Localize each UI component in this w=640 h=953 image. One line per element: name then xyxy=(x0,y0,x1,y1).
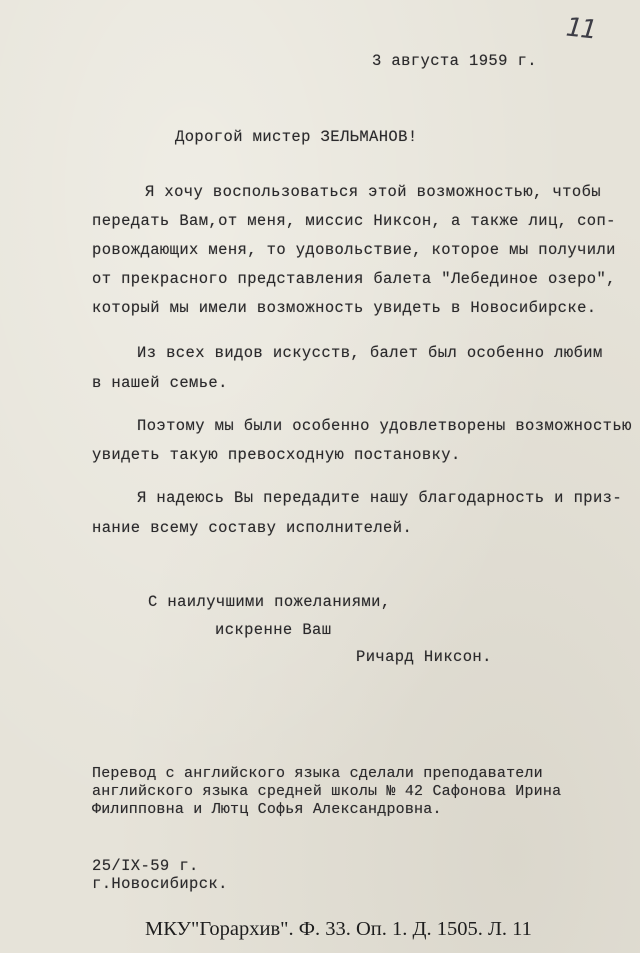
paragraph-3-line-1: Поэтому мы были особенно удовлетворены возможностью xyxy=(137,417,632,435)
translator-note-line-1: Перевод с английского языка сделали преподаватели xyxy=(92,765,543,782)
paragraph-4-line-2: нание всему составу исполнителей. xyxy=(92,519,413,537)
paragraph-1-line-2: передать Вам,от меня, миссис Никсон, а также лиц, соп- xyxy=(92,212,616,230)
translator-note-line-2: английского языка средней школы № 42 Сафонова Ирина xyxy=(92,783,562,800)
paragraph-4-line-1: Я надеюсь Вы передадите нашу благодарность и приз- xyxy=(137,489,623,507)
folio-number: 11 xyxy=(564,12,597,46)
paragraph-1-line-5: который мы имели возможность увидеть в Новосибирске. xyxy=(92,299,597,317)
paragraph-2-line-2: в нашей семье. xyxy=(92,374,228,392)
signature: Ричард Никсон. xyxy=(356,648,492,666)
paragraph-3-line-2: увидеть такую превосходную постановку. xyxy=(92,446,461,464)
footer-date: 25/IX-59 г. xyxy=(92,857,199,875)
letter-date: 3 августа 1959 г. xyxy=(372,52,537,70)
closing-line-2: искренне Ваш xyxy=(215,621,332,639)
paragraph-1-line-1: Я хочу воспользоваться этой возможностью, чтобы xyxy=(145,183,601,201)
salutation: Дорогой мистер ЗЕЛЬМАНОВ! xyxy=(175,128,418,146)
archive-reference: МКУ"Горархив". Ф. 33. Оп. 1. Д. 1505. Л. 11 xyxy=(145,918,532,940)
footer-place: г.Новосибирск. xyxy=(92,875,228,893)
closing-line-1: С наилучшими пожеланиями, xyxy=(148,593,391,611)
paragraph-1-line-3: ровождающих меня, то удовольствие, которое мы получили xyxy=(92,241,616,259)
translator-note-line-3: Филипповна и Лютц Софья Александровна. xyxy=(92,801,442,818)
paragraph-1-line-4: от прекрасного представления балета "Лебединое озеро", xyxy=(92,270,616,288)
paragraph-2-line-1: Из всех видов искусств, балет был особенно любим xyxy=(137,344,603,362)
